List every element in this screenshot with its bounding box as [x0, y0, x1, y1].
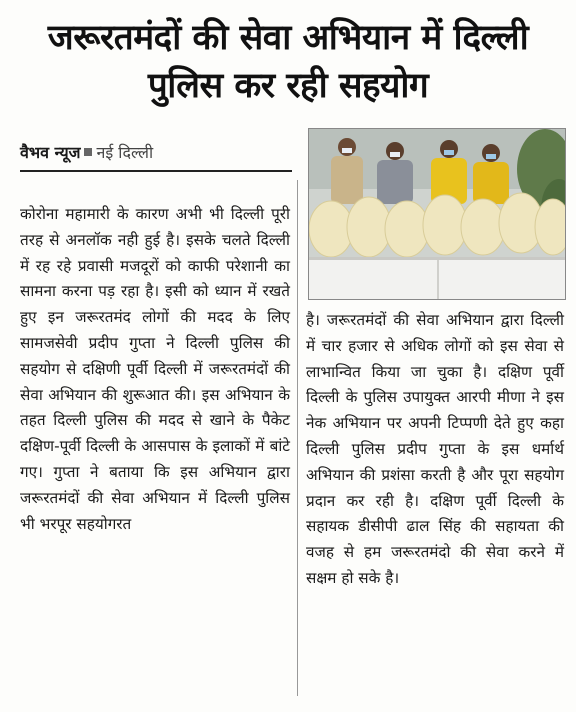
news-photo	[308, 128, 566, 300]
column-divider	[297, 180, 298, 696]
byline-rule	[20, 170, 292, 172]
byline	[20, 142, 153, 164]
byline-source: वैभव न्यूज	[20, 143, 81, 162]
byline-city: नई दिल्ली	[96, 143, 154, 162]
square-bullet-icon	[84, 148, 92, 156]
article-column-1: कोरोना महामारी के कारण अभी भी दिल्ली पूरी तरह से अनलॉक नही हुई है। इसके चलते दिल्ली में रह रहे प्रवासी मजदूरों को काफी परेशानी का सामना करना पड़ रहा है। इसी को ध्यान में रखते हुए इन जरूरतमंद लोगों की मदद के लिए सामजसेवी प्रदीप गुप्ता ने दिल्ली पुलिस की सहयोग से दक्षिणी पूर्वी दिल्ली में जरूरतमंदों की सेवा अभियान की शुरूआत की। इस अभियान के तहत दिल्ली पुलिस की मदद से खाने के पैकेट दक्षिण-पूर्वी दिल्ली के आसपास के इलाकों में बांटे गए। गुप्ता ने बताया कि इस अभियान द्वारा जरूरतमंदों की सेवा अभियान में दिल्ली पुलिस भी भरपूर सहयोगरत	[20, 205, 290, 533]
article-column-2: है। जरूरतमंदों की सेवा अभियान द्वारा दिल्ली में चार हजार से अधिक लोगों को इस सेवा से लाभान्वित किया जा चुका है। दक्षिण पूर्वी दिल्ली के पुलिस उपायुक्त आरपी मीणा ने इस नेक अभियान पर अपनी टिप्पणी देते हुए कहा दिल्ली पुलिस प्रदीप गुप्ता के इस धर्मार्थ अभियान की प्रशंसा करती है और पूरा सहयोग प्रदान कर रही है। दक्षिण पूर्वी दिल्ली के सहायक डीसीपी ढाल सिंह की सहायता की वजह से हम जरूरतमंदो की सेवा करने में सक्षम हो सके है।	[306, 311, 564, 587]
headline: जरूरतमंदों की सेवा अभियान में दिल्ली पुलिस कर रही सहयोग	[47, 18, 529, 106]
photo-image-icon	[309, 129, 565, 299]
